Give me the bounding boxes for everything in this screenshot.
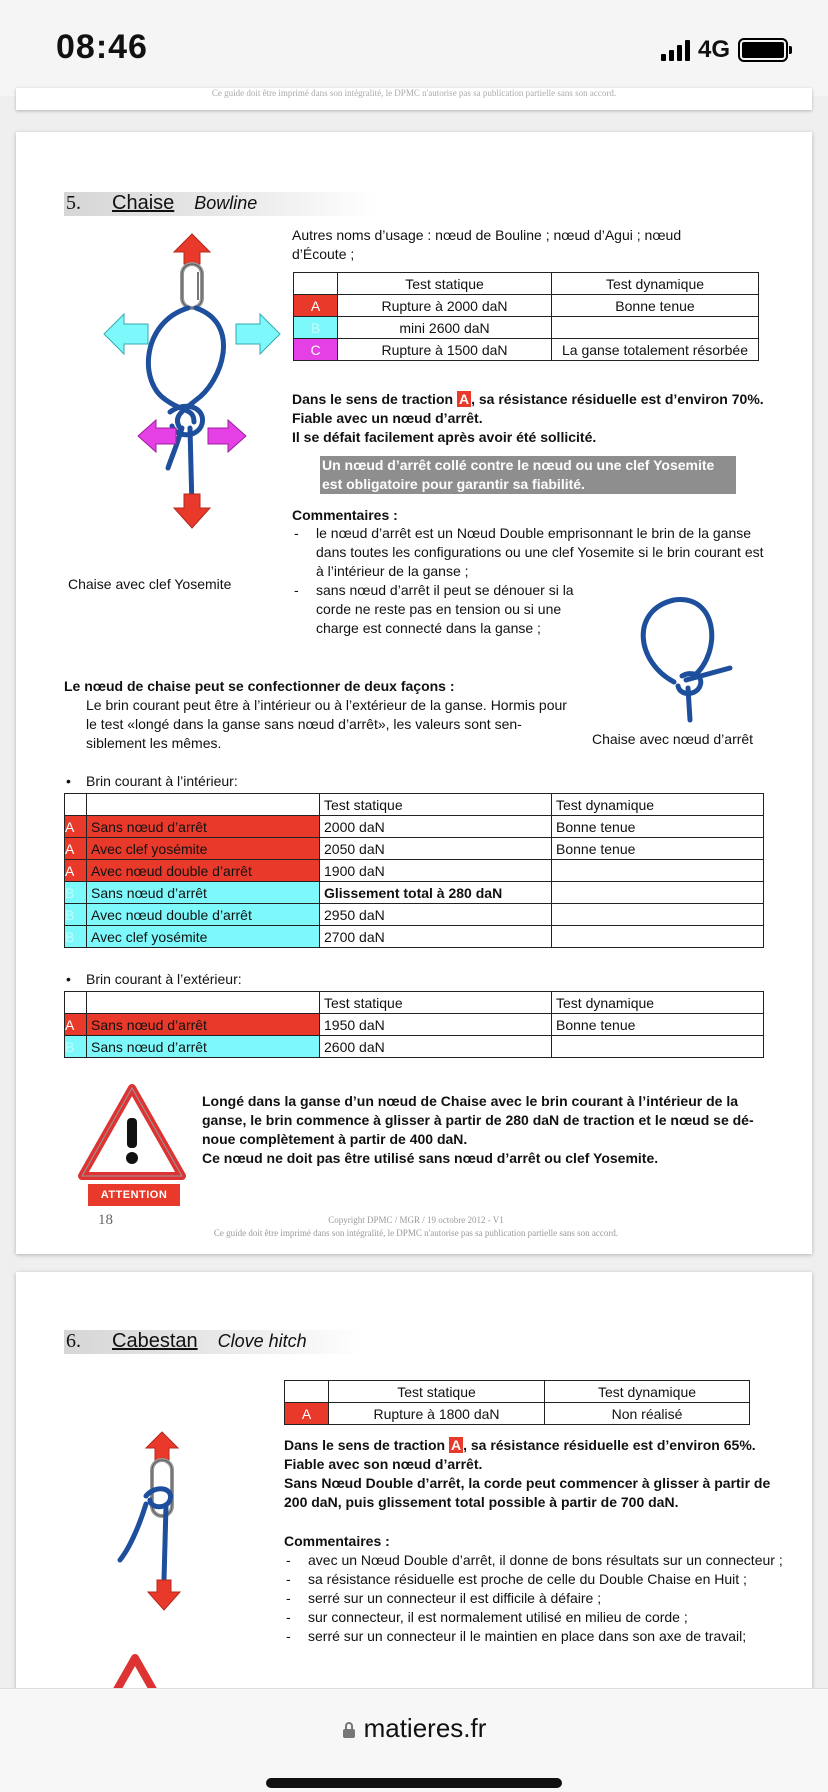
warning-line: Ce nœud ne doit pas être utilisé sans nœud d’arrêt ou clef Yosemite.: [202, 1150, 659, 1166]
table-row: [294, 317, 759, 339]
table-row: [285, 1403, 750, 1425]
list-item: - serré sur un connecteur il le maintien en place dans son axe de travail;: [284, 1627, 784, 1646]
table-header-cell: Test statique: [338, 273, 552, 295]
inside-table: [64, 793, 764, 948]
dynamic-cell: [552, 904, 764, 926]
comments-title: Commentaires :: [292, 507, 398, 523]
lock-icon: [342, 1714, 356, 1730]
traction-pre: Dans le sens de traction: [292, 391, 457, 407]
arrow-down-icon: [174, 494, 210, 528]
direction-code: A: [65, 816, 87, 838]
outside-label: Brin courant à l’extérieur:: [86, 971, 242, 987]
list-item: - sans nœud d’arrêt il peut se dénouer si la corde ne reste pas en tension ou si une charge est connecté dans la ganse ;: [292, 581, 592, 638]
table-row: [65, 1014, 764, 1036]
comments-list-6: [284, 1551, 784, 1646]
section-title: Chaise: [112, 192, 175, 214]
arrow-right-icon: [236, 314, 280, 354]
status-indicators: [661, 36, 788, 64]
list-item: - avec un Nœud Double d’arrêt, il donne de bons résultats sur un connecteur ;: [284, 1551, 784, 1570]
arrow-magenta-right-icon: [208, 420, 246, 452]
section-english-title: Bowline: [194, 193, 258, 213]
aliases-text: Autres noms d’usage : nœud de Bouline ; nœud d’Agui ; nœud d’Écoute ;: [292, 227, 682, 262]
arrow-up-icon: [174, 234, 210, 264]
table-header-cell: [294, 273, 338, 295]
table-row: [65, 904, 764, 926]
traction-post: , sa résistance résiduelle est d’environ 70%.: [471, 391, 764, 407]
section-number: 5.: [66, 192, 81, 214]
table-header-row: [294, 273, 759, 295]
battery-icon: [738, 38, 788, 62]
config-cell: Sans nœud d’arrêt: [87, 1014, 320, 1036]
dynamic-cell: Non réalisé: [545, 1403, 750, 1425]
table-row: [65, 926, 764, 948]
arrow-down-icon: [148, 1580, 180, 1610]
outside-table: [64, 991, 764, 1058]
list-item: - le nœud d’arrêt est un Nœud Double emprisonnant le brin de la ganse dans toutes les configurations ou une clef Yosemite si le brin courant est à l’intérieur de la ganse ;: [292, 524, 772, 581]
url-text: matieres.fr: [363, 1713, 487, 1743]
document-page-18: [16, 132, 812, 1254]
two-ways-title: Le nœud de chaise peut se confectionner de deux façons :: [64, 678, 455, 694]
arrow-left-icon: [104, 314, 148, 354]
dynamic-cell: [552, 882, 764, 904]
caption-yosemite: Chaise avec clef Yosemite: [68, 576, 232, 592]
traction-code: A: [450, 1437, 462, 1453]
direction-code: A: [294, 295, 338, 317]
table-header-cell: [285, 1381, 329, 1403]
static-cell: 2050 daN: [320, 838, 552, 860]
list-item: - sa résistance résiduelle est proche de celle du Double Chaise en Huit ;: [284, 1570, 784, 1589]
test-table-main: [293, 272, 759, 361]
bowline-stopper-illustration: [622, 592, 746, 728]
table-header-cell: Test statique: [320, 992, 552, 1014]
dynamic-cell: Bonne tenue: [552, 838, 764, 860]
caption-stopper: Chaise avec nœud d’arrêt: [592, 731, 754, 747]
browser-bottom-bar: [0, 1688, 828, 1792]
table-row: [65, 816, 764, 838]
list-item: - sur connecteur, il est normalement utilisé en milieu de corde ;: [284, 1608, 784, 1627]
table-row: [65, 860, 764, 882]
table-header-cell: [65, 992, 87, 1014]
fiable-text: Fiable avec son nœud d’arrêt.: [284, 1456, 483, 1472]
inside-label-row: • Brin courant à l’intérieur:: [66, 773, 238, 789]
fiable-text: Fiable avec un nœud d’arrêt.: [292, 410, 483, 426]
table-header-cell: Test statique: [320, 794, 552, 816]
static-cell: Rupture à 1800 daN: [329, 1403, 545, 1425]
defait-text: Il se défait facilement après avoir été sollicité.: [292, 429, 597, 445]
config-cell: Sans nœud d’arrêt: [87, 1036, 320, 1058]
direction-code: A: [65, 838, 87, 860]
direction-code: A: [65, 1014, 87, 1036]
static-cell: 2700 daN: [320, 926, 552, 948]
address-bar[interactable]: [0, 1713, 828, 1744]
config-cell: Avec nœud double d’arrêt: [87, 860, 320, 882]
rope-clove-hitch: [120, 1489, 171, 1580]
traction-post: , sa résistance résiduelle est d’environ 65%.: [463, 1437, 756, 1453]
warning-triangle-icon: [90, 1652, 180, 1692]
copyright-line: Ce guide doit être imprimé dans son intégralité, le DPMC n'autorise pas sa publication partielle sans son accord.: [213, 1228, 619, 1238]
table-header-cell: Test dynamique: [552, 992, 764, 1014]
table-header-row: [65, 794, 764, 816]
traction-code: A: [458, 391, 470, 407]
comments-title-6: Commentaires :: [284, 1533, 390, 1549]
config-cell: Avec nœud double d’arrêt: [87, 904, 320, 926]
attention-text: ATTENTION: [100, 1189, 168, 1201]
static-cell: mini 2600 daN: [338, 317, 552, 339]
warning-line: Longé dans la ganse d’un nœud de Chaise avec le brin courant à l’intérieur de la ganse, le brin commence à glisser à partir de 280 daN de traction et le nœud se dé-noue complètement à partir de 400 daN.: [202, 1093, 754, 1147]
table-header-cell: Test dynamique: [552, 273, 759, 295]
direction-code: B: [65, 1036, 87, 1058]
rope-bowline: [148, 308, 223, 508]
signal-icon: [661, 39, 690, 61]
arrow-up-icon: [146, 1432, 178, 1460]
dynamic-cell: La ganse totalement résorbée: [552, 339, 759, 361]
direction-code: A: [285, 1403, 329, 1425]
attention-label: [88, 1184, 180, 1206]
inside-label: Brin courant à l’intérieur:: [86, 773, 238, 789]
document-page-19: [16, 1272, 812, 1692]
static-cell: 2950 daN: [320, 904, 552, 926]
status-time: 08:46: [56, 28, 148, 66]
network-label: 4G: [697, 36, 730, 63]
outside-label-row: • Brin courant à l’extérieur:: [66, 971, 242, 987]
config-cell: Sans nœud d’arrêt: [87, 816, 320, 838]
section-number: 6.: [66, 1330, 81, 1352]
table-header-row: [285, 1381, 750, 1403]
direction-code: B: [65, 926, 87, 948]
traction-note-6: [284, 1436, 794, 1512]
direction-code: A: [65, 860, 87, 882]
dynamic-cell: Bonne tenue: [552, 816, 764, 838]
home-indicator[interactable]: [266, 1778, 562, 1788]
carabiner-icon: [182, 264, 202, 308]
previous-page-footer: Ce guide doit être imprimé dans son intégralité, le DPMC n'autorise pas sa publication partielle sans son accord.: [211, 88, 617, 98]
section-english-title: Clove hitch: [217, 1331, 307, 1351]
list-item: - serré sur un connecteur il est difficile à défaire ;: [284, 1589, 784, 1608]
section-title: Cabestan: [112, 1330, 198, 1352]
dynamic-cell: Bonne tenue: [552, 1014, 764, 1036]
table-header-row: [65, 992, 764, 1014]
traction-note: [292, 390, 792, 447]
traction-pre: Dans le sens de traction: [284, 1437, 449, 1453]
static-cell: 2600 daN: [320, 1036, 552, 1058]
static-cell: Glissement total à 280 daN: [320, 882, 552, 904]
table-header-cell: Test dynamique: [545, 1381, 750, 1403]
mandatory-stopper-box: Un nœud d’arrêt collé contre le nœud ou une clef Yosemite est obligatoire pour garantir sa fiabilité.: [320, 456, 736, 494]
warning-triangle-icon: [78, 1084, 186, 1182]
table-header-cell: [65, 794, 87, 816]
table-row: [294, 295, 759, 317]
table-row: [65, 882, 764, 904]
glisse-text: Sans Nœud Double d’arrêt, la corde peut commencer à glisser à partir de 200 daN, puis glissement total possible à partir de 700 daN.: [284, 1475, 771, 1510]
two-ways-text: Le brin courant peut être à l’intérieur ou à l’extérieur de la ganse. Hormis pour le test «longé dans la ganse sans nœud d’arrêt», les valeurs sont sen-siblement les mêmes.: [86, 697, 567, 751]
table-header-cell: Test dynamique: [552, 794, 764, 816]
clove-hitch-illustration: [116, 1430, 206, 1612]
table-header-cell: Test statique: [329, 1381, 545, 1403]
dynamic-cell: Bonne tenue: [552, 295, 759, 317]
rope-with-stopper: [643, 600, 730, 720]
section-heading: [64, 192, 484, 216]
config-cell: Sans nœud d’arrêt: [87, 882, 320, 904]
table-header-cell: [87, 992, 320, 1014]
static-cell: 1900 daN: [320, 860, 552, 882]
status-bar: [0, 0, 828, 96]
copyright-line: Copyright DPMC / MGR / 19 octobre 2012 - V1: [328, 1215, 504, 1225]
table-row: [65, 1036, 764, 1058]
warning-text: [202, 1092, 768, 1168]
direction-code: C: [294, 339, 338, 361]
page-number: 18: [98, 1212, 113, 1228]
dynamic-cell: [552, 317, 759, 339]
direction-code: B: [65, 882, 87, 904]
direction-code: B: [65, 904, 87, 926]
table-row: [294, 339, 759, 361]
section-heading: [64, 1330, 464, 1354]
copyright-footer: [136, 1214, 696, 1240]
static-cell: 2000 daN: [320, 816, 552, 838]
config-cell: Avec clef yosémite: [87, 838, 320, 860]
direction-code: B: [294, 317, 338, 339]
bowline-yosemite-illustration: [102, 232, 282, 532]
dynamic-cell: [552, 860, 764, 882]
static-cell: Rupture à 2000 daN: [338, 295, 552, 317]
table-row: [65, 838, 764, 860]
static-cell: Rupture à 1500 daN: [338, 339, 552, 361]
config-cell: Avec clef yosémite: [87, 926, 320, 948]
previous-page-sliver: [16, 88, 812, 110]
static-cell: 1950 daN: [320, 1014, 552, 1036]
dynamic-cell: [552, 1036, 764, 1058]
test-table-clove: [284, 1380, 750, 1425]
dynamic-cell: [552, 926, 764, 948]
table-header-cell: [87, 794, 320, 816]
